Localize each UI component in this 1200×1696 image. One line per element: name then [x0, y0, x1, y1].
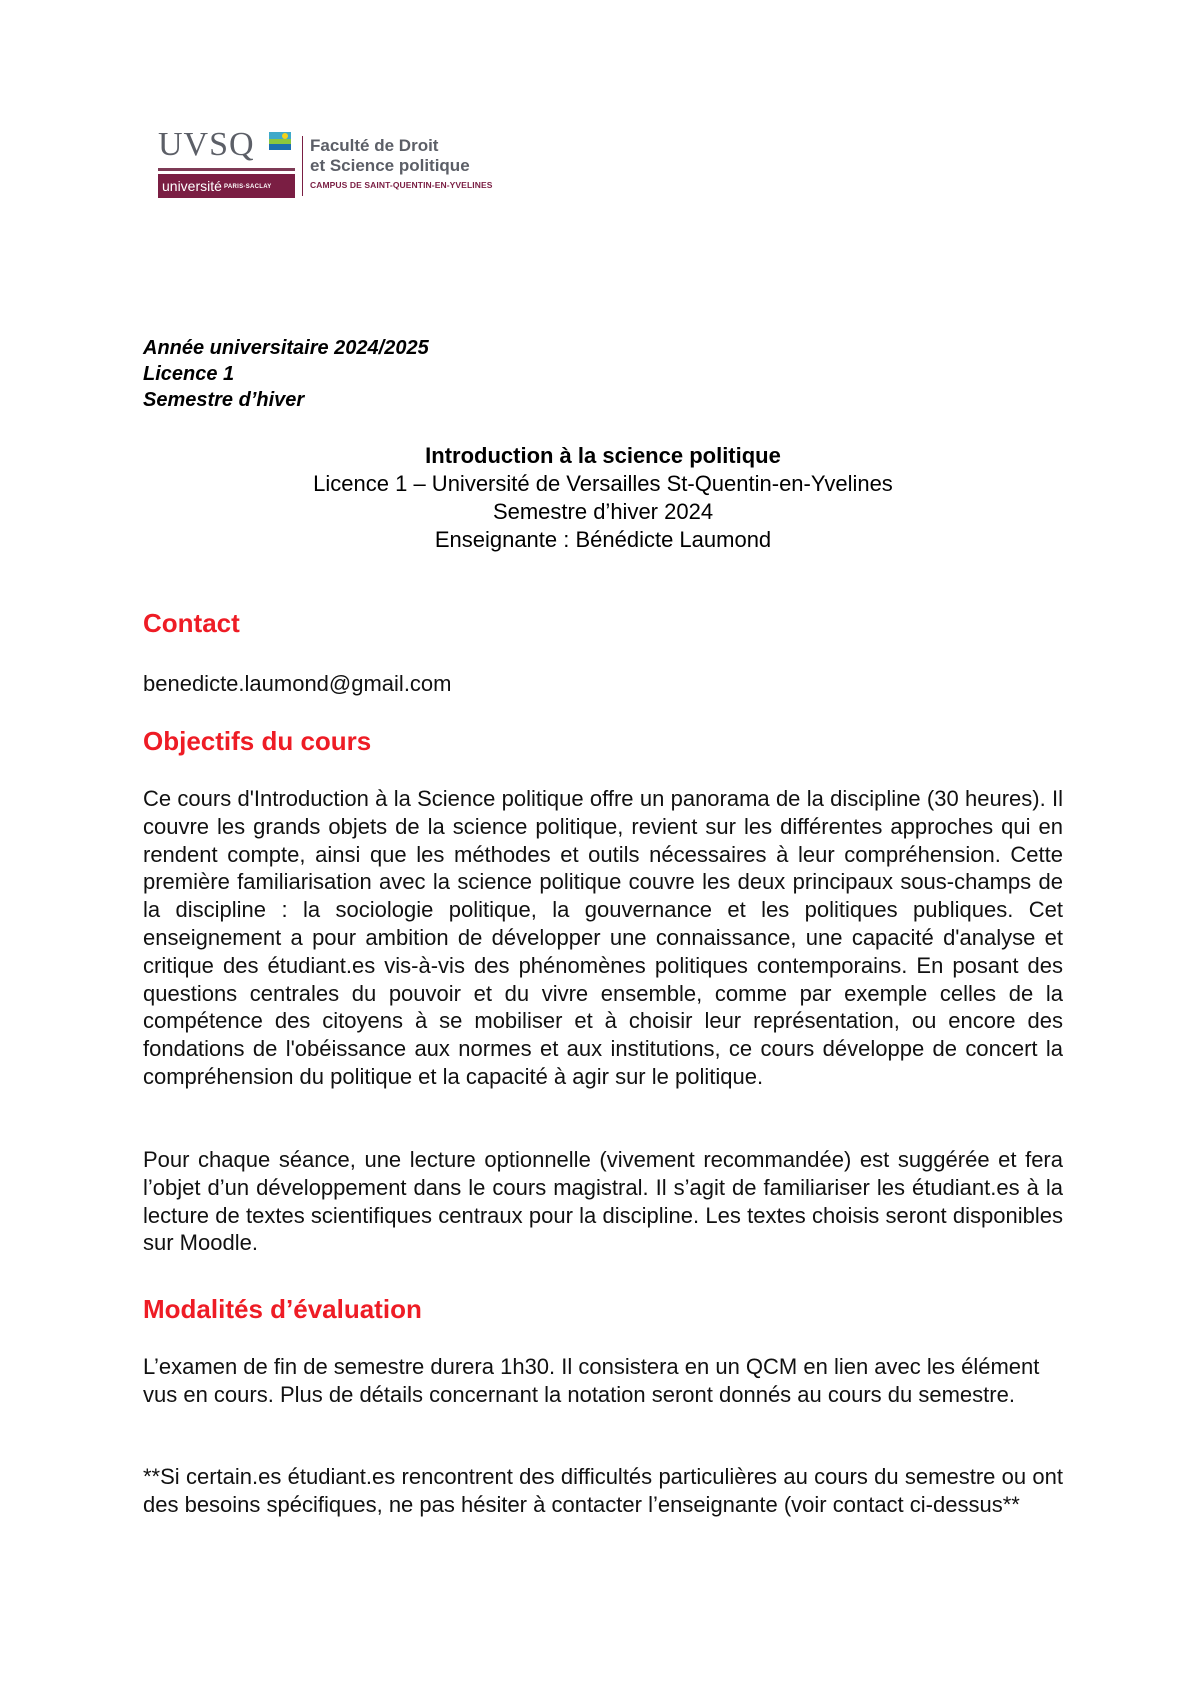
faculty-line-1: Faculté de Droit	[310, 136, 439, 155]
uvsq-emblem-icon	[268, 131, 292, 151]
academic-year: Année universitaire 2024/2025	[143, 337, 429, 359]
contact-email[interactable]: benedicte.laumond@gmail.com	[143, 671, 452, 696]
objectives-heading: Objectifs du cours	[143, 726, 372, 756]
faculty-name	[310, 136, 470, 176]
evaluation-heading: Modalités d’évaluation	[143, 1294, 422, 1324]
campus-name: CAMPUS DE SAINT-QUENTIN-EN-YVELINES	[310, 180, 493, 190]
evaluation-paragraph-2: **Si certain.es étudiant.es rencontrent des difficultés particulières au cours du semestre ou ont des besoins spécifiques, ne pas hésiter à contacter l’enseignante (voir contact ci-dessus**	[143, 1464, 1063, 1517]
course-header	[143, 442, 1063, 554]
objectives-paragraph-2: Pour chaque séance, une lecture optionnelle (vivement recommandée) est suggérée et fera l’objet d’un développement dans le cours magistral. Il s’agit de familiariser les étudiant.es à la lecture de textes scientifiques centraux pour la discipline. Les textes choisis seront disponibles sur Moodle.	[143, 1147, 1063, 1256]
uvsq-wordmark: UVSQ	[158, 126, 255, 163]
level: Licence 1	[143, 363, 235, 385]
logo-banner	[158, 174, 295, 198]
course-semester: Semestre d’hiver 2024	[492, 499, 714, 524]
universite-label: université	[162, 178, 222, 194]
course-title: Introduction à la science politique	[425, 443, 781, 468]
objectives-paragraph-1: Ce cours d'Introduction à la Science politique offre un panorama de la discipline (30 heures). Il couvre les grands objets de la science politique, revient sur les différentes approches qui en rendent compte, ainsi que les méthodes et outils nécessaires à leur compréhension. Cette première familiarisation avec la science politique couvre les deux principaux sous-champs de la discipline : la sociologie politique, la gouvernance et les politiques publiques. Cet enseignement a pour ambition de développer une connaissance, une capacité d'analyse et critique des étudiant.es vis-à-vis des phénomènes politiques contemporains. En posant des questions centrales du pouvoir et du vivre ensemble, comme par exemple celles de la compétence des citoyens à se mobiliser et à choisir leur représentation, ou encore des fondations de l'obéissance aux normes et aux institutions, ce cours développe de concert la compréhension du politique et la capacité à agir sur le politique.	[143, 786, 1063, 1089]
course-subtitle: Licence 1 – Université de Versailles St-Quentin-en-Yvelines	[313, 471, 893, 496]
logo-divider	[302, 136, 303, 196]
contact-heading: Contact	[143, 608, 240, 638]
logo-rule	[158, 168, 295, 171]
faculty-line-2: et Science politique	[310, 156, 470, 175]
paris-saclay-label: PARIS-SACLAY	[224, 184, 272, 190]
evaluation-paragraph-1: L’examen de fin de semestre durera 1h30. Il consistera en un QCM en lien avec les élément vus en cours. Plus de détails concernant la notation seront donnés au cours du semestre.	[143, 1354, 1040, 1407]
course-teacher: Enseignante : Bénédicte Laumond	[434, 527, 772, 552]
university-logo	[158, 128, 518, 204]
semester: Semestre d’hiver	[143, 389, 305, 411]
uvsq-logo-mark	[158, 128, 295, 198]
document-meta	[143, 335, 429, 413]
